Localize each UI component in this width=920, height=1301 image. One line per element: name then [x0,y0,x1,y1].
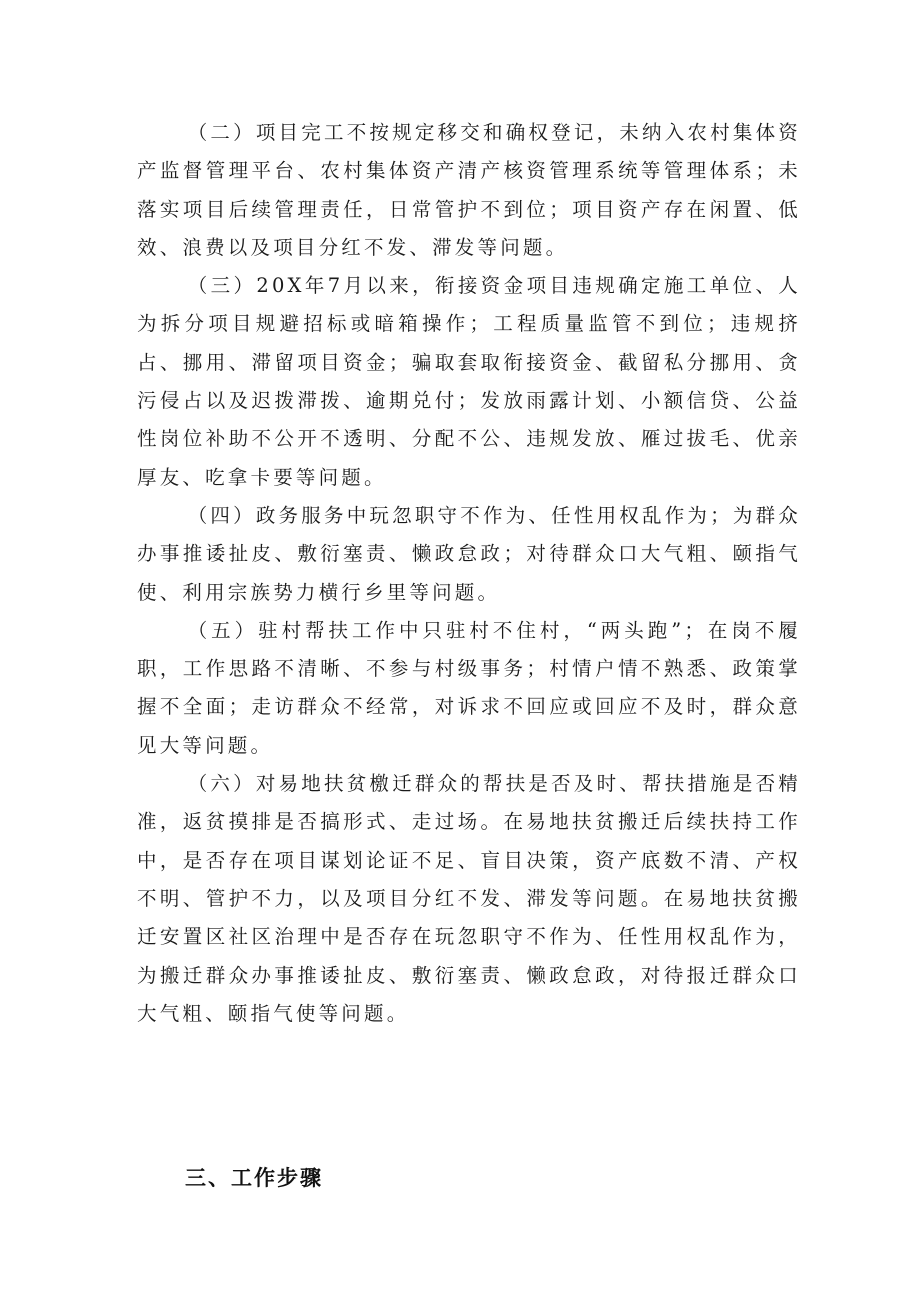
paragraph-item-5: （五）驻村帮扶工作中只驻村不住村，“两头跑”；在岗不履职，工作思路不清晰、不参与村级事务；村情户情不熟悉、政策掌握不全面；走访群众不经常，对诉求不回应或回应不及时，群众意见大等问题。 [137,618,801,757]
document-body [137,114,801,1033]
paragraph-item-6: （六）对易地扶贫檄迁群众的帮扶是否及时、帮扶措施是否精准，返贫摸排是否搞形式、走过场。在易地扶贫搬迁后续扶持工作中，是否存在项目谋划论证不足、盲目决策，资产底数不清、产权不明、管护不力，以及项目分红不发、滞发等问题。在易地扶贫搬迁安置区社区治理中是否存在玩忽职守不作为、任性用权乱作为，为搬迁群众办事推诿扯皮、敷衍塞责、懒政怠政，对待报迁群众口大气粗、颐指气使等问题。 [137,772,801,1025]
section-heading: 三、工作步骤 [185,1166,323,1190]
paragraph-item-3: （三）20X年7月以来，衔接资金项目违规确定施工单位、人为拆分项目规避招标或暗箱操作；工程质量监管不到位；违规挤占、挪用、滞留项目资金；骗取套取衔接资金、截留私分挪用、贪污侵占以及迟拨滞拨、逾期兑付；发放雨露计划、小额信贷、公益性岗位补助不公开不透明、分配不公、违规发放、雁过拔毛、优亲厚友、吃拿卡要等问题。 [137,274,801,489]
paragraph-item-2: （二）项目完工不按规定移交和确权登记，未纳入农村集体资产监督管理平台、农村集体资产清产核资管理系统等管理体系；未落实项目后续管理责任，日常管护不到位；项目资产存在闲置、低效、浪费以及项目分红不发、滞发等问题。 [137,121,801,259]
paragraph-item-4: （四）政务服务中玩忽职守不作为、任性用权乱作为；为群众办事推诿扯皮、敷衍塞责、懒政怠政；对待群众口大气粗、颐指气使、利用宗族势力横行乡里等问题。 [137,503,801,604]
